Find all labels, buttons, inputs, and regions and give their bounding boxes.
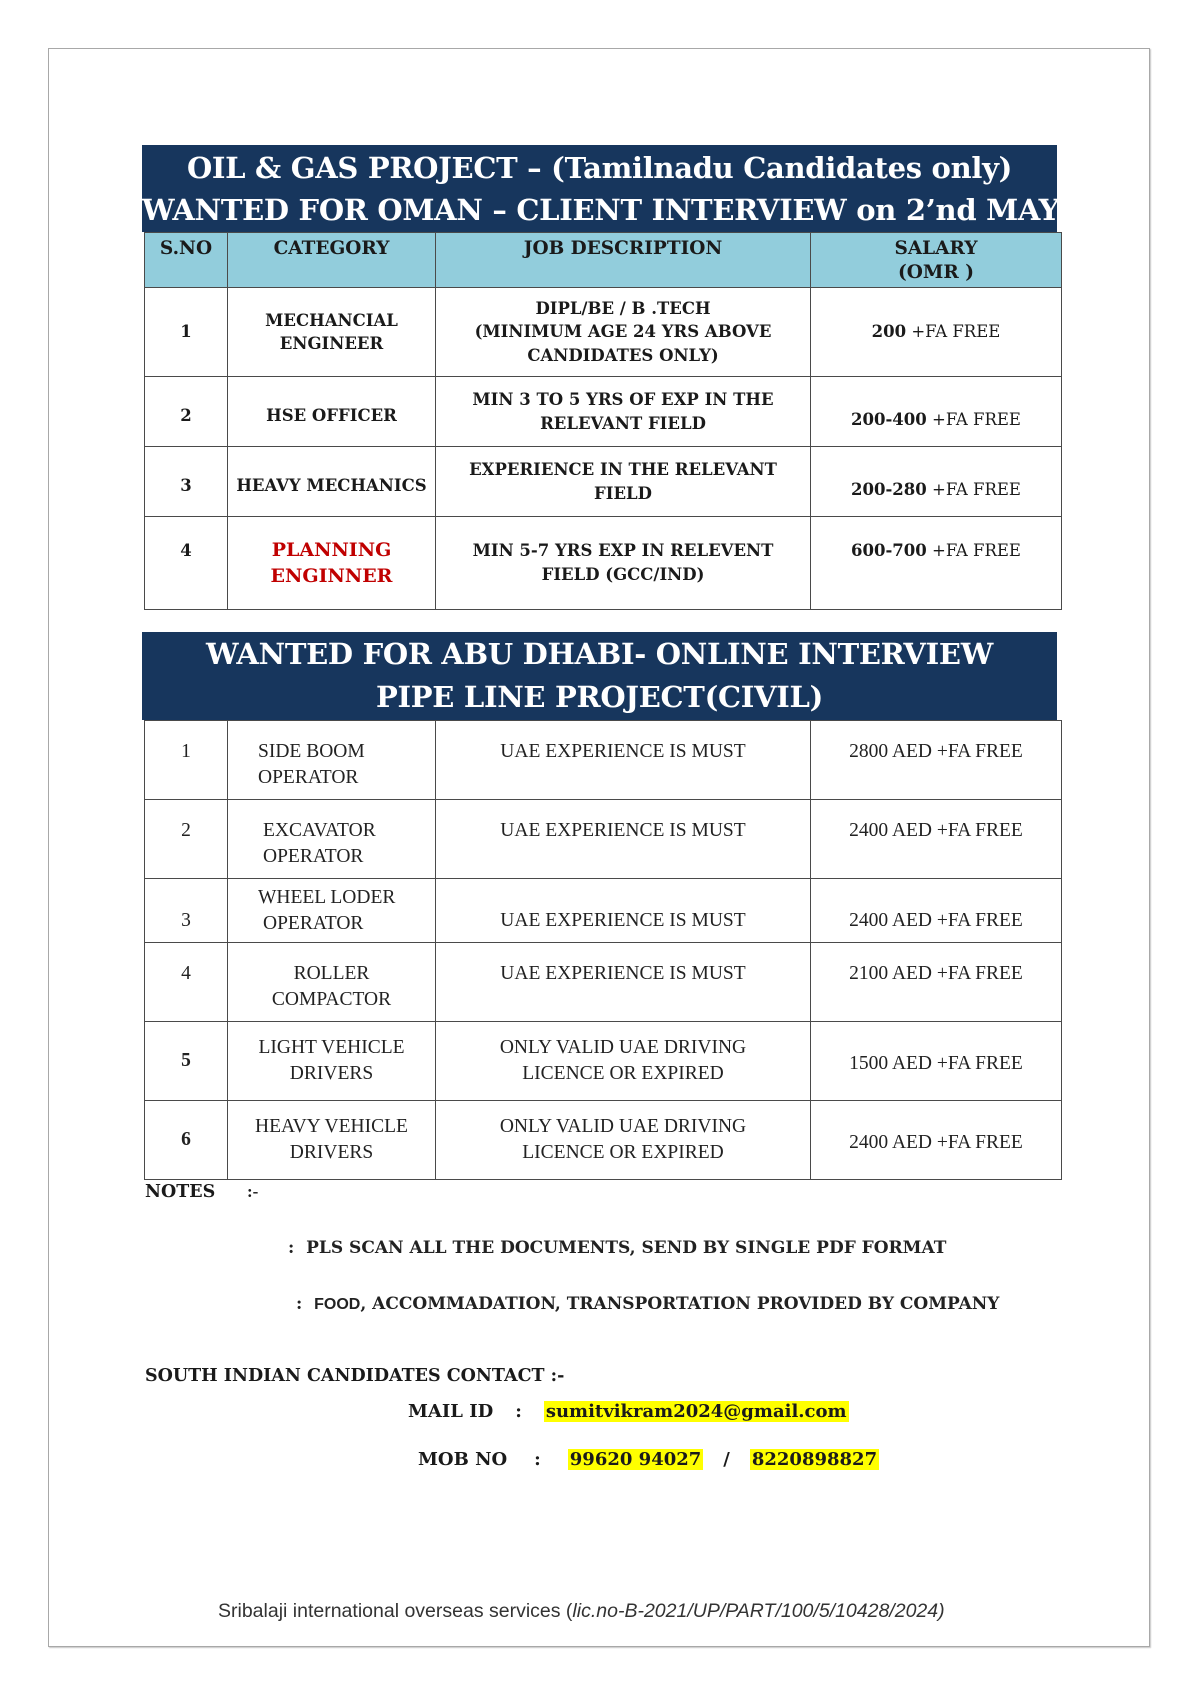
license-number: lic.no-B-2021/UP/PART/100/5/10428/2024) bbox=[572, 1600, 945, 1622]
column-header-category: CATEGORY bbox=[228, 233, 436, 288]
column-header-job-description: JOB DESCRIPTION bbox=[436, 233, 811, 288]
cell-category bbox=[228, 1022, 436, 1101]
salary-suffix: +FA FREE bbox=[911, 322, 1001, 342]
cell-salary: 2400 AED +FA FREE bbox=[811, 879, 1062, 943]
description-line: ONLY VALID UAE DRIVING bbox=[499, 1037, 747, 1058]
note-lead: FOOD bbox=[314, 1296, 361, 1313]
salary-amount: 200-400 bbox=[851, 409, 927, 429]
category-line: DRIVERS bbox=[289, 1063, 374, 1084]
cell-sno: 2 bbox=[145, 800, 228, 879]
category-line: DRIVERS bbox=[289, 1142, 374, 1163]
note-bullet: : bbox=[288, 1238, 295, 1258]
contact-mobile-row bbox=[418, 1449, 879, 1470]
cell-job-description bbox=[436, 1101, 811, 1180]
phone-divider: / bbox=[723, 1449, 730, 1470]
cell-salary: 2400 AED +FA FREE bbox=[811, 1101, 1062, 1180]
category-line: LIGHT VEHICLE bbox=[258, 1037, 405, 1058]
description-line: (MINIMUM AGE 24 YRS ABOVE bbox=[474, 322, 772, 342]
abu-dhabi-banner-title: WANTED FOR ABU DHABI- ONLINE INTERVIEW bbox=[206, 637, 993, 671]
cell-job-description bbox=[436, 1022, 811, 1101]
cell-job-description bbox=[436, 447, 811, 517]
cell-category: HSE OFFICER bbox=[228, 377, 436, 447]
cell-sno: 1 bbox=[145, 721, 228, 800]
table-row bbox=[145, 800, 1062, 879]
notes-separator: :- bbox=[247, 1182, 259, 1201]
cell-salary: 2800 AED +FA FREE bbox=[811, 721, 1062, 800]
mail-label: MAIL ID bbox=[408, 1401, 494, 1422]
category-line: OPERATOR bbox=[258, 767, 359, 788]
oman-section-banner bbox=[142, 145, 1060, 232]
footer-license bbox=[218, 1600, 945, 1623]
contact-heading: SOUTH INDIAN CANDIDATES CONTACT :- bbox=[145, 1366, 565, 1386]
cell-salary bbox=[811, 377, 1062, 447]
phone-number-1[interactable]: 99620 94027 bbox=[569, 1449, 702, 1470]
oman-banner-subtitle: WANTED FOR OMAN – CLIENT INTERVIEW on 2’nd MAY bbox=[142, 193, 1060, 227]
cell-salary bbox=[811, 288, 1062, 377]
cell-job-description bbox=[436, 288, 811, 377]
mobile-label: MOB NO bbox=[418, 1449, 508, 1470]
oman-jobs-table bbox=[144, 232, 1062, 610]
note-text: PLS SCAN ALL THE DOCUMENTS, SEND BY SINGLE PDF FORMAT bbox=[306, 1238, 947, 1258]
table-header-row bbox=[145, 233, 1062, 288]
cell-job-description bbox=[436, 377, 811, 447]
column-header-salary bbox=[811, 233, 1062, 288]
email-link[interactable]: sumitvikram2024@gmail.com bbox=[545, 1401, 847, 1422]
table-row bbox=[145, 288, 1062, 377]
cell-sno: 5 bbox=[145, 1022, 228, 1101]
cell-sno: 3 bbox=[145, 879, 228, 943]
description-line: LICENCE OR EXPIRED bbox=[522, 1063, 724, 1084]
cell-category: HEAVY MECHANICS bbox=[228, 447, 436, 517]
cell-category bbox=[228, 879, 436, 943]
category-line: MECHANCIAL bbox=[265, 310, 398, 330]
notes-label: NOTES bbox=[145, 1182, 216, 1202]
cell-sno: 4 bbox=[145, 943, 228, 1022]
cell-salary: 2100 AED +FA FREE bbox=[811, 943, 1062, 1022]
category-line: WHEEL LODER bbox=[258, 886, 396, 908]
cell-sno: 4 bbox=[145, 517, 228, 610]
category-line: ENGINEER bbox=[279, 334, 384, 353]
cell-category bbox=[228, 800, 436, 879]
cell-sno: 2 bbox=[145, 377, 228, 447]
cell-job-description: UAE EXPERIENCE IS MUST bbox=[436, 943, 811, 1022]
salary-suffix: +FA FREE bbox=[932, 479, 1021, 499]
cell-sno: 3 bbox=[145, 447, 228, 517]
cell-sno: 1 bbox=[145, 288, 228, 377]
category-line: ENGINNER bbox=[270, 564, 393, 587]
table-row bbox=[145, 721, 1062, 800]
salary-amount: 600-700 bbox=[851, 541, 927, 560]
company-name: Sribalaji international overseas services ( bbox=[218, 1600, 573, 1622]
table-row bbox=[145, 1101, 1062, 1180]
cell-category bbox=[228, 721, 436, 800]
salary-header-label: SALARY bbox=[894, 238, 978, 259]
category-line: COMPACTOR bbox=[271, 989, 392, 1010]
description-line: MIN 5-7 YRS EXP IN RELEVENT bbox=[472, 541, 774, 560]
description-line: FIELD bbox=[594, 483, 652, 503]
abu-dhabi-banner-subtitle: PIPE LINE PROJECT(CIVIL) bbox=[375, 680, 824, 714]
phone-number-2[interactable]: 8220898827 bbox=[751, 1449, 878, 1470]
table-row bbox=[145, 879, 1062, 943]
cell-category bbox=[228, 1101, 436, 1180]
abu-dhabi-jobs-table bbox=[144, 720, 1062, 1180]
description-line: EXPERIENCE IN THE RELEVANT bbox=[469, 460, 777, 479]
cell-category bbox=[228, 288, 436, 377]
category-line: OPERATOR bbox=[263, 912, 364, 934]
description-line: MIN 3 TO 5 YRS OF EXP IN THE bbox=[472, 390, 774, 409]
cell-category-highlighted bbox=[228, 517, 436, 610]
cell-sno: 6 bbox=[145, 1101, 228, 1180]
description-line: DIPL/BE / B .TECH bbox=[535, 298, 711, 318]
category-line: SIDE BOOM bbox=[258, 741, 365, 762]
cell-salary: 1500 AED +FA FREE bbox=[811, 1022, 1062, 1101]
description-line: RELEVANT FIELD bbox=[540, 413, 706, 433]
description-line: ONLY VALID UAE DRIVING bbox=[499, 1116, 747, 1137]
table-row bbox=[145, 377, 1062, 447]
description-line: FIELD (GCC/IND) bbox=[541, 564, 705, 584]
note-item bbox=[288, 1238, 946, 1258]
note-item bbox=[296, 1294, 999, 1314]
description-line: LICENCE OR EXPIRED bbox=[522, 1142, 724, 1163]
mail-separator: : bbox=[515, 1401, 522, 1422]
salary-header-currency: (OMR ) bbox=[898, 262, 974, 283]
category-line: ROLLER bbox=[293, 963, 370, 984]
salary-suffix: +FA FREE bbox=[932, 409, 1021, 429]
cell-job-description: UAE EXPERIENCE IS MUST bbox=[436, 721, 811, 800]
contact-mail-row bbox=[408, 1401, 849, 1422]
salary-suffix: +FA FREE bbox=[932, 541, 1021, 560]
salary-amount: 200 bbox=[871, 322, 907, 342]
table-row bbox=[145, 943, 1062, 1022]
table-row bbox=[145, 1022, 1062, 1101]
note-text: , ACCOMMADATION, TRANSPORTATION PROVIDED BY COMPANY bbox=[360, 1294, 1000, 1314]
abu-dhabi-section-banner bbox=[142, 632, 1057, 720]
category-line: HEAVY VEHICLE bbox=[255, 1116, 408, 1137]
note-bullet: : bbox=[296, 1294, 303, 1314]
table-row bbox=[145, 447, 1062, 517]
cell-category bbox=[228, 943, 436, 1022]
column-header-sno: S.NO bbox=[145, 233, 228, 288]
cell-salary bbox=[811, 517, 1062, 610]
cell-salary bbox=[811, 447, 1062, 517]
mobile-separator: : bbox=[534, 1449, 541, 1470]
salary-amount: 200-280 bbox=[851, 479, 927, 499]
cell-salary: 2400 AED +FA FREE bbox=[811, 800, 1062, 879]
cell-job-description: UAE EXPERIENCE IS MUST bbox=[436, 879, 811, 943]
category-line: PLANNING bbox=[271, 539, 392, 561]
cell-job-description: UAE EXPERIENCE IS MUST bbox=[436, 800, 811, 879]
oman-banner-title: OIL & GAS PROJECT – (Tamilnadu Candidates only) bbox=[186, 151, 1013, 185]
category-line: OPERATOR bbox=[263, 846, 364, 867]
category-line: EXCAVATOR bbox=[263, 820, 376, 841]
table-row bbox=[145, 517, 1062, 610]
description-line: CANDIDATES ONLY) bbox=[527, 345, 719, 365]
cell-job-description bbox=[436, 517, 811, 610]
